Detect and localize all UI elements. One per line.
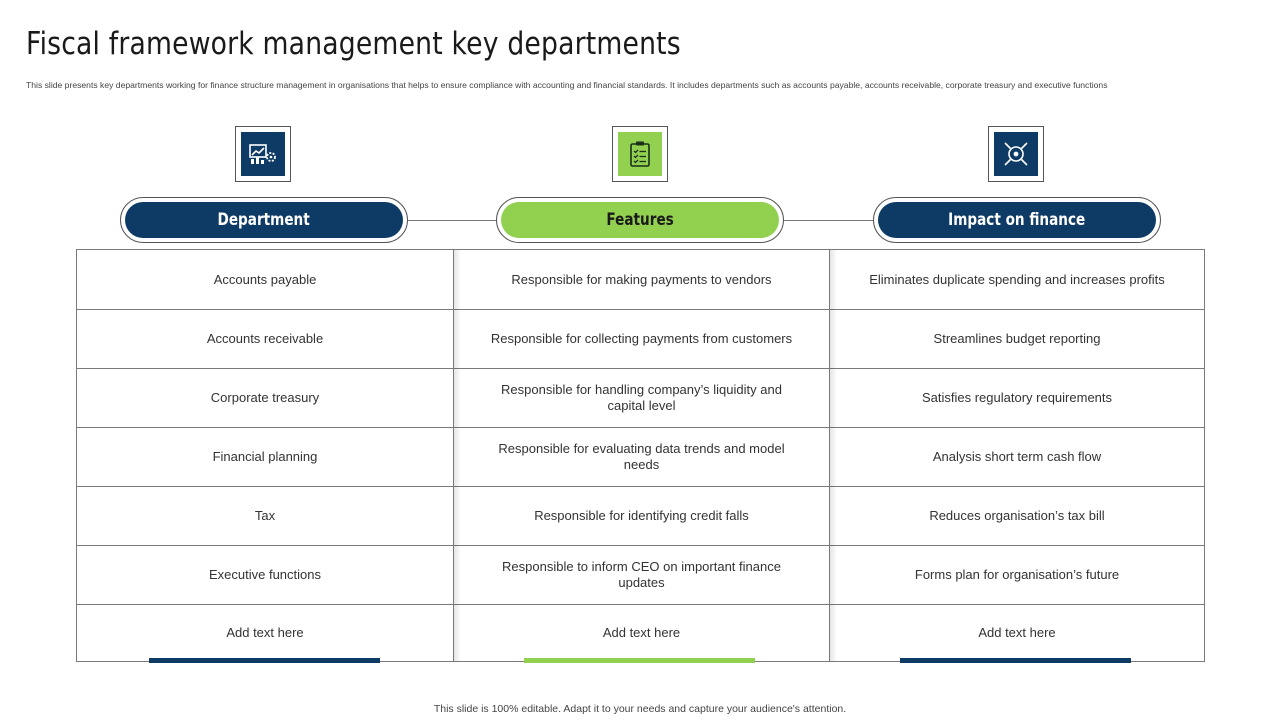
- department-cell: Corporate treasury: [77, 368, 453, 427]
- impact-column: [829, 250, 1204, 661]
- features-accent-bar: [524, 658, 755, 663]
- department-column: [77, 250, 453, 661]
- features-column: [453, 250, 829, 661]
- department-accent-bar: [149, 658, 380, 663]
- header-connector: [408, 220, 497, 221]
- impact-cell: Satisfies regulatory requirements: [830, 368, 1204, 427]
- impact-cell: Add text here: [830, 604, 1204, 661]
- department-cell: Executive functions: [77, 545, 453, 604]
- features-icon-frame: [612, 126, 668, 182]
- department-cell: Add text here: [77, 604, 453, 661]
- features-cell: Responsible for identifying credit falls: [454, 486, 829, 545]
- features-cell: Responsible for making payments to vendors: [511, 271, 772, 287]
- impact-cell: Analysis short term cash flow: [830, 427, 1204, 486]
- page-subtitle: This slide presents key departments working for finance structure management in organisations that helps to ensure compliance with accounting and financial standards. It includes departments such as accounts payable, accounts receivable, corporate treasury and executive functions: [26, 80, 1108, 90]
- impact-cell: Forms plan for organisation’s future: [830, 545, 1204, 604]
- header-department: [120, 197, 408, 243]
- header-label: Department: [217, 210, 311, 230]
- features-cell: Responsible to inform CEO on important finance updates: [454, 545, 829, 604]
- impact-icon-frame: [988, 126, 1044, 182]
- department-icon-frame: [235, 126, 291, 182]
- page-title: Fiscal framework management key departments: [26, 26, 681, 62]
- features-cell: Responsible for evaluating data trends and model needs: [454, 427, 829, 486]
- department-cell: Financial planning: [77, 427, 453, 486]
- departments-table: [76, 249, 1205, 662]
- department-cell: Accounts receivable: [77, 309, 453, 368]
- header-impact: [873, 197, 1161, 243]
- target-compass-icon: [994, 132, 1038, 176]
- header-label: Impact on finance: [948, 210, 1086, 230]
- features-cell: Add text here: [454, 604, 829, 661]
- analytics-gear-icon: [241, 132, 285, 176]
- footer-note: This slide is 100% editable. Adapt it to your needs and capture your audience's attention.: [433, 703, 847, 715]
- impact-accent-bar: [900, 658, 1131, 663]
- impact-cell: Eliminates duplicate spending and increases profits: [869, 271, 1165, 287]
- impact-cell: Reduces organisation’s tax bill: [830, 486, 1204, 545]
- department-cell: Accounts payable: [213, 271, 317, 287]
- header-connector: [783, 220, 873, 221]
- features-cell: Responsible for collecting payments from customers: [454, 309, 829, 368]
- impact-cell: Streamlines budget reporting: [830, 309, 1204, 368]
- features-cell: Responsible for handling company’s liquidity and capital level: [454, 368, 829, 427]
- department-cell: Tax: [77, 486, 453, 545]
- header-features: [496, 197, 784, 243]
- clipboard-checklist-icon: [618, 132, 662, 176]
- header-label: Features: [606, 210, 674, 230]
